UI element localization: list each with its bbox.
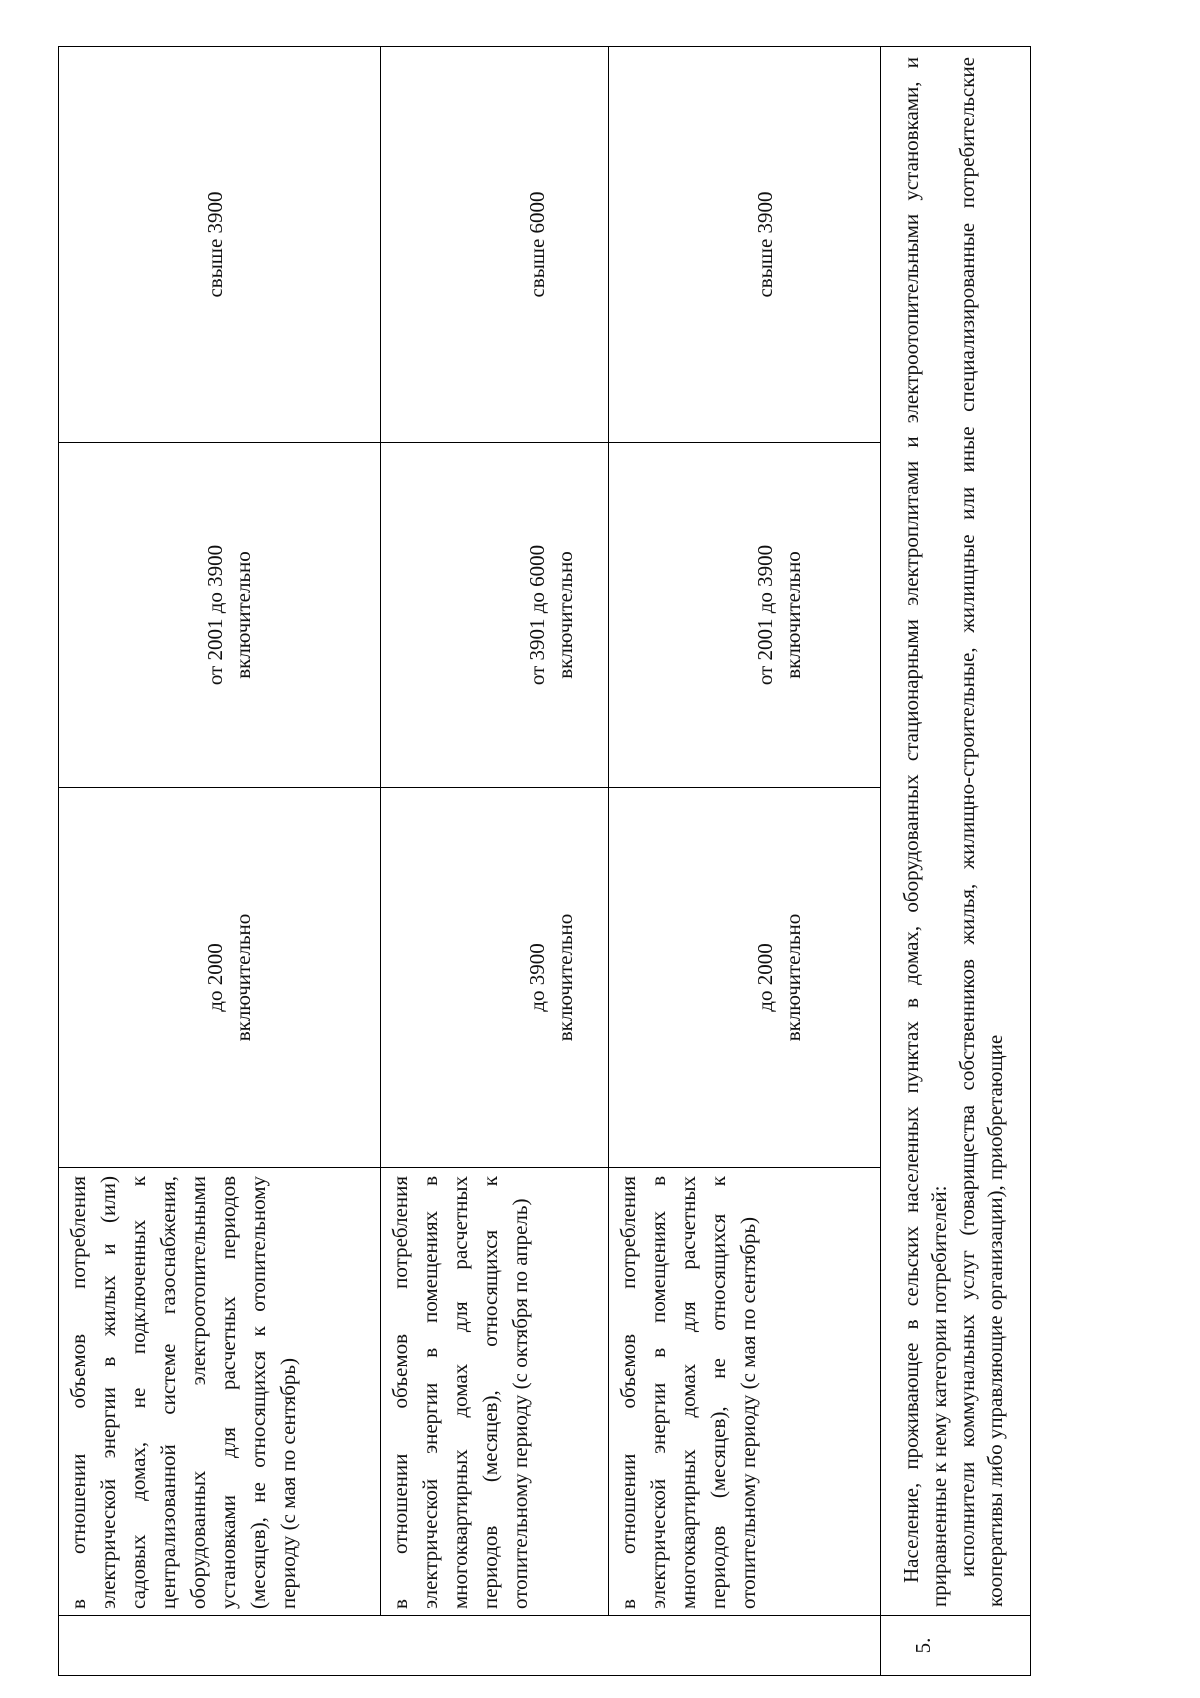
row-number-cell-empty <box>59 1616 881 1676</box>
section-paragraph: Население, проживающее в сельских населенных пунктах в домах, оборудованных стационарными электроплитами и электроотопительными установками, и приравненные к нему категории потребителей: <box>899 57 951 1607</box>
description-cell <box>59 1168 381 1616</box>
tariff-table <box>58 46 1031 1676</box>
range-cell-2 <box>59 443 381 788</box>
range-cell-1 <box>609 788 881 1168</box>
range-cell-3 <box>59 47 381 443</box>
range-cell-2 <box>381 443 609 788</box>
range-value: свыше 6000 <box>525 191 549 298</box>
range-value: от 3901 до 6000 <box>525 544 549 686</box>
range-cell-3 <box>609 47 881 443</box>
row-number-cell <box>881 1616 1031 1676</box>
range-value: свыше 3900 <box>203 191 227 298</box>
range-cell-1 <box>59 788 381 1168</box>
range-qualifier: включительно <box>553 913 577 1042</box>
table-row <box>881 47 1031 1676</box>
range-cell-1 <box>381 788 609 1168</box>
row-description: в отношении объемов потребления электрической энергии в жилых и (или) садовых домах, не подключенных к централизованной системе газоснабжения, оборудованных электроотопительными установками для расчетных периодов (месяцев), не относящихся к отопительному периоду (с мая по сентябрь) <box>66 1176 300 1609</box>
row-number: 5. <box>911 1637 935 1654</box>
range-value: от 2001 до 3900 <box>753 544 777 686</box>
range-value: до 2000 <box>203 943 227 1012</box>
range-value: до 2000 <box>753 943 777 1012</box>
description-cell <box>381 1168 609 1616</box>
section-paragraph: исполнители коммунальных услуг (товарищества собственников жилья, жилищно-строительные, жилищные или иные специализированные потребительские кооперативы либо управляющие организации), приобретающие <box>955 57 1007 1607</box>
row-description: в отношении объемов потребления электрической энергии в помещениях в многоквартирных домах для расчетных периодов (месяцев), не относящихся к отопительному периоду (с мая по сентябрь) <box>616 1176 760 1609</box>
description-cell <box>609 1168 881 1616</box>
range-value: свыше 3900 <box>753 191 777 298</box>
range-qualifier: включительно <box>231 551 255 679</box>
range-qualifier: включительно <box>781 913 805 1042</box>
range-qualifier: включительно <box>231 913 255 1042</box>
range-value: до 3900 <box>525 943 549 1012</box>
range-qualifier: включительно <box>553 551 577 679</box>
range-value: от 2001 до 3900 <box>203 544 227 686</box>
table-row <box>59 47 381 1676</box>
range-cell-2 <box>609 443 881 788</box>
rotated-page <box>58 52 1093 1676</box>
section-text-cell <box>881 47 1031 1616</box>
table-row <box>381 47 609 1676</box>
range-qualifier: включительно <box>781 551 805 679</box>
table-row <box>609 47 881 1676</box>
range-cell-3 <box>381 47 609 443</box>
row-description: в отношении объемов потребления электрической энергии в помещениях в многоквартирных домах для расчетных периодов (месяцев), относящихся к отопительному периоду (с октября по апрель) <box>388 1176 532 1609</box>
